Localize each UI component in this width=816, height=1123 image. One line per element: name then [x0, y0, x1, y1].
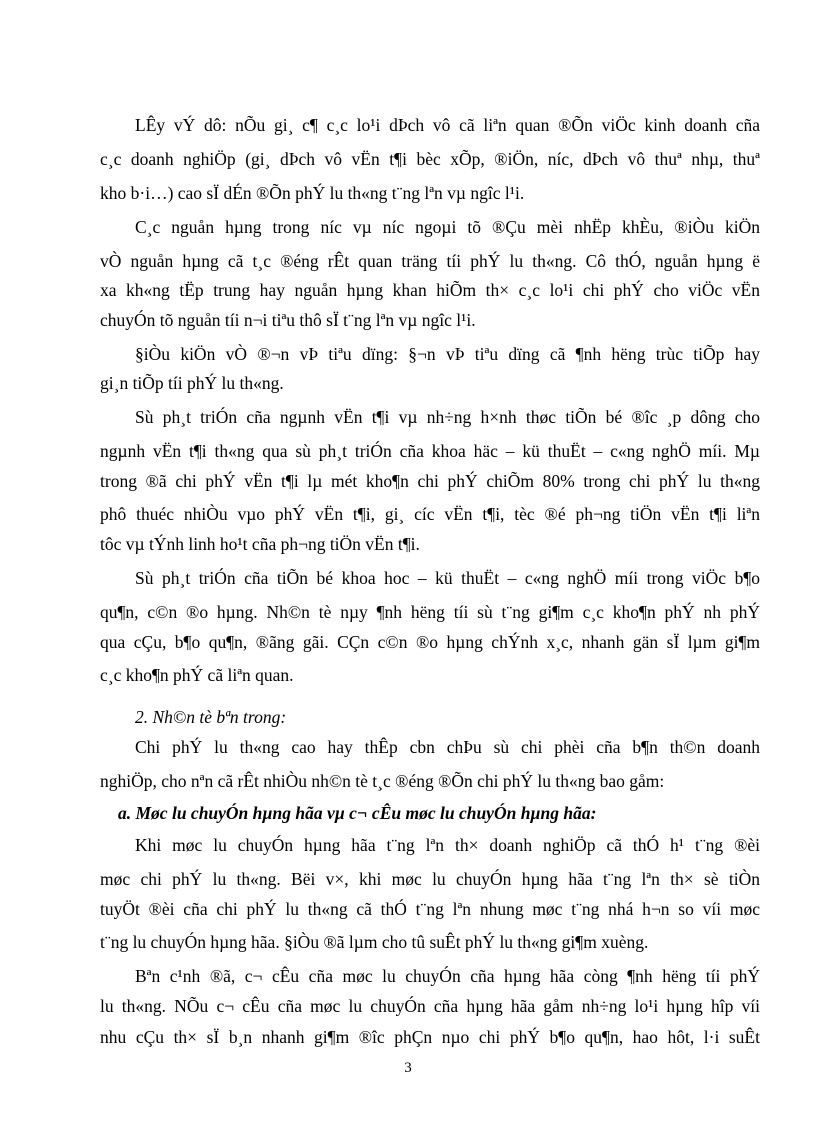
body-text-line: Sù ph¸t triÓn cña ngµnh vËn t¶i vµ nh÷ng h×nh thøc tiÕn bé ®îc ¸p dông cho	[135, 407, 760, 427]
body-text-line: t¨ng lu chuyÓn hµng hãa. §iÒu ®ã lµm cho tû suÊt phÝ lu th«ng gi¶m xuèng.	[100, 932, 649, 952]
page-number: 3	[404, 1060, 412, 1076]
body-text-line: phô thuéc nhiÒu vµo phÝ vËn t¶i, gi¸ cíc vËn t¶i, tèc ®é ph¬ng tiÖn vËn t¶i liªn	[100, 504, 760, 524]
body-text-line: nghiÖp, cho nªn cã rÊt nhiÒu nh©n tè t¸c ®éng ®Õn chi phÝ lu th«ng bao gåm:	[100, 771, 665, 791]
body-text-line: nhu cÇu th× sÏ b¸n nhanh gi¶m ®îc phÇn nµo chi phÝ b¶o qu¶n, hao hôt, l·i suÊt	[100, 1027, 760, 1047]
body-text-line: kho b·i…) cao sÏ dÉn ®Õn phÝ lu th«ng t¨ng lªn vµ ngîc l¹i.	[100, 183, 525, 203]
body-text-line: c¸c doanh nghiÖp (gi¸ dÞch vô vËn t¶i bèc xÕp, ®iÖn, níc, dÞch vô thuª nhµ, thuª	[100, 149, 760, 169]
subsection-heading: a. Møc lu chuyÓn hµng hãa vµ c¬ cÊu møc lu chuyÓn hµng hãa:	[118, 803, 597, 823]
body-text-line: Chi phÝ lu th«ng cao hay thÊp cbn chÞu sù chi phèi cña b¶n th©n doanh	[135, 737, 760, 757]
body-text-line: C¸c nguån hµng trong níc vµ níc ngoµi tõ ®Çu mèi nhËp khÈu, ®iÒu kiÖn	[135, 217, 760, 237]
body-text-line: trong ®ã chi phÝ vËn t¶i lµ mét kho¶n chi phÝ chiÕm 80% trong chi phÝ lu th«ng	[100, 471, 760, 491]
body-text-line: Bªn c¹nh ®ã, c¬ cÊu cña møc lu chuyÓn cña hµng hãa còng ¶nh hëng tíi phÝ	[135, 966, 760, 986]
body-text-line: gi¸n tiÕp tíi phÝ lu th«ng.	[100, 373, 284, 393]
body-text-line: vÒ nguån hµng cã t¸c ®éng rÊt quan träng tíi phÝ lu th«ng. Cô thÓ, nguån hµng ë	[100, 251, 760, 271]
body-text-line: §iÒu kiÖn vÒ ®¬n vÞ tiªu dïng: §¬n vÞ tiªu dïng cã ¶nh hëng trùc tiÕp hay	[135, 344, 760, 364]
body-text-line: qu¶n, c©n ®o hµng. Nh©n tè nµy ¶nh hëng tíi sù t¨ng gi¶m c¸c kho¶n phÝ nh phÝ	[100, 602, 760, 622]
body-text-line: Sù ph¸t triÓn cña tiÕn bé khoa hoc – kü thuËt – c«ng nghÖ míi trong viÖc b¶o	[135, 568, 760, 588]
body-text-line: qua cÇu, b¶o qu¶n, ®ãng gãi. CÇn c©n ®o hµng chÝnh x¸c, nhanh gän sÏ lµm gi¶m	[100, 632, 760, 652]
section-heading: 2. Nh©n tè bªn trong:	[135, 707, 287, 727]
body-text-line: xa kh«ng tËp trung hay nguån hµng khan hiÕm th× c¸c lo¹i chi phÝ cho viÖc vËn	[100, 280, 760, 300]
body-text-line: møc chi phÝ lu th«ng. Bëi v×, khi møc lu chuyÓn hµng hãa t¨ng lªn th× sè tiÒn	[100, 869, 760, 889]
body-text-line: LÊy vÝ dô: nÕu gi¸ c¶ c¸c lo¹i dÞch vô cã liªn quan ®Õn viÖc kinh doanh cña	[135, 115, 760, 135]
body-text-line: c¸c kho¶n phÝ cã liªn quan.	[100, 665, 294, 685]
body-text-line: tuyÖt ®èi cña chi phÝ lu th«ng cã thÓ t¨ng lªn nhung møc t¨ng nhá h¬n so víi møc	[100, 899, 760, 919]
body-text-line: chuyÓn tõ nguån tíi n¬i tiªu thô sÏ t¨ng lªn vµ ngîc l¹i.	[100, 310, 476, 330]
body-text-line: tôc vµ tÝnh linh ho¹t cña ph¬ng tiÖn vËn t¶i.	[100, 534, 420, 554]
body-text-line: ngµnh vËn t¶i th«ng qua sù ph¸t triÓn cña khoa häc – kü thuËt – c«ng nghÖ míi. Mµ	[100, 441, 760, 461]
body-text-line: lu th«ng. NÕu c¬ cÊu cña møc lu chuyÓn cña hµng hãa gåm nh÷ng lo¹i hµng hîp víi	[100, 996, 760, 1016]
body-text-line: Khi møc lu chuyÓn hµng hãa t¨ng lªn th× doanh nghiÖp cã thÓ h¹ t¨ng ®èi	[135, 835, 760, 855]
